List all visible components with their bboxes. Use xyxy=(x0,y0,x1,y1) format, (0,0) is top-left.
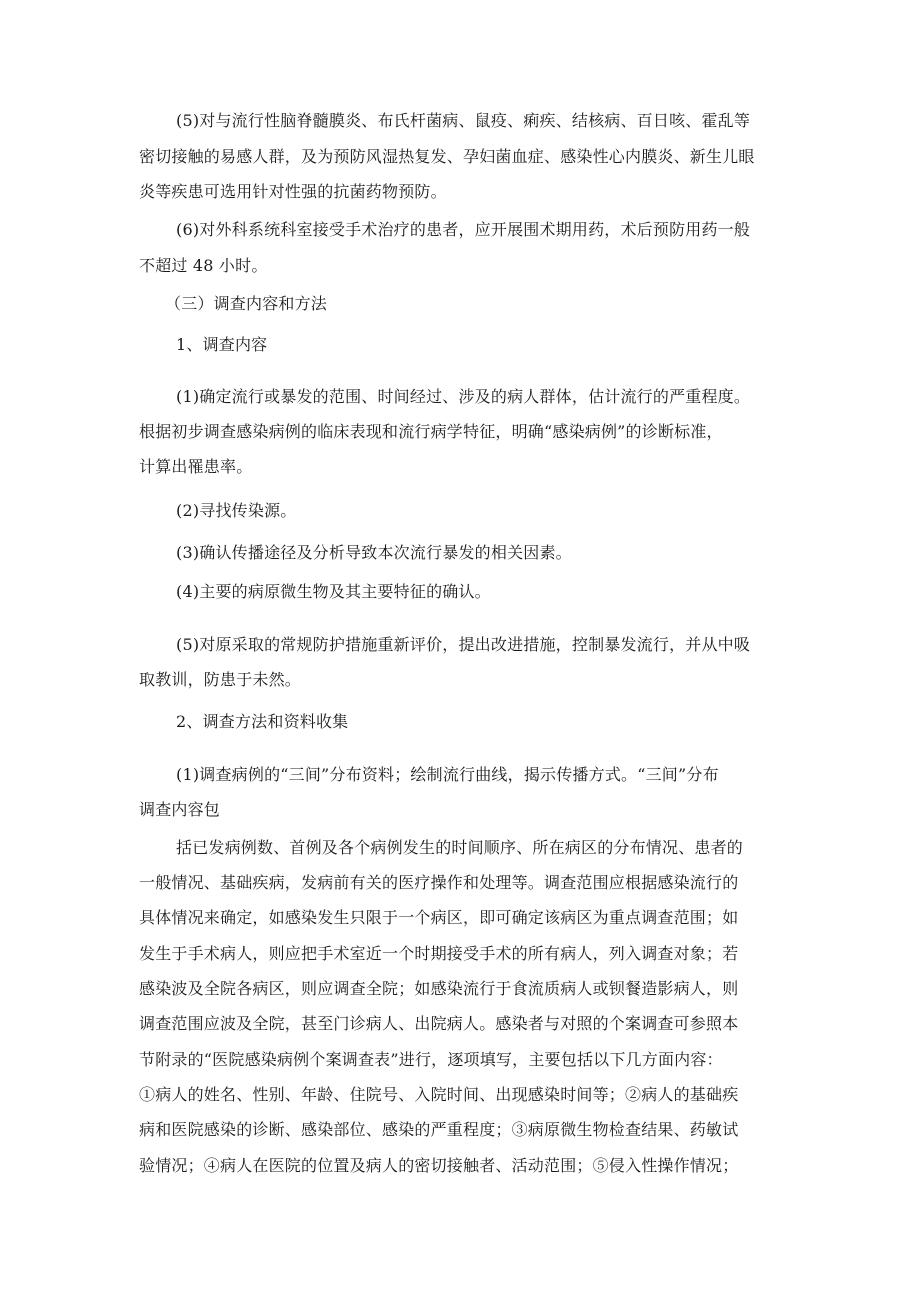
text-line: 验情况；④病人在医院的位置及病人的密切接触者、活动范围；⑤侵入性操作情况； xyxy=(139,1156,739,1175)
subsection-heading: 2、调查方法和资料收集 xyxy=(176,712,349,731)
text-line: 发生于手术病人，则应把手术室近一个时期接受手术的所有病人，列入调查对象；若 xyxy=(139,944,739,963)
text-line: 节附录的“医院感染病例个案调查表”进行，逐项填写，主要包括以下几方面内容： xyxy=(139,1050,723,1069)
subsection-heading: 1、调查内容 xyxy=(176,335,268,354)
text-line: (4)主要的病原微生物及其主要特征的确认。 xyxy=(176,582,491,601)
text-line: (6)对外科系统科室接受手术治疗的患者，应开展围术期用药，术后预防用药一般 xyxy=(176,220,751,239)
text-line: 计算出罹患率。 xyxy=(139,457,253,476)
text-line: (3)确认传播途径及分析导致本次流行暴发的相关因素。 xyxy=(176,543,572,562)
text-line: (2)寻找传染源。 xyxy=(176,501,297,520)
text-line: 密切接触的易感人群，及为预防风湿热复发、孕妇菌血症、感染性心内膜炎、新生儿眼 xyxy=(139,147,755,166)
text-line: 取教训，防患于未然。 xyxy=(139,670,302,689)
text-line: 不超过 48 小时。 xyxy=(139,256,268,275)
text-line: 具体情况来确定，如感染发生只限于一个病区，即可确定该病区为重点调查范围；如 xyxy=(139,908,739,927)
text-line: (5)对与流行性脑脊髓膜炎、布氏杆菌病、鼠疫、痢疾、结核病、百日咳、霍乱等 xyxy=(176,111,751,130)
text-line: 调查内容包 xyxy=(139,800,221,819)
text-line: (1)确定流行或暴发的范围、时间经过、涉及的病人群体，估计流行的严重程度。 xyxy=(176,387,751,406)
text-line: 调查范围应波及全院，甚至门诊病人、出院病人。感染者与对照的个案调查可参照本 xyxy=(139,1014,739,1033)
text-line: 感染波及全院各病区，则应调查全院；如感染流行于食流质病人或钡餐造影病人，则 xyxy=(139,979,739,998)
text-line: 根据初步调查感染病例的临床表现和流行病学特征，明确“感染病例”的诊断标准， xyxy=(139,422,723,441)
text-line: 括已发病例数、首例及各个病例发生的时间顺序、所在病区的分布情况、患者的 xyxy=(176,838,744,857)
text-line: 病和医院感染的诊断、感染部位、感染的严重程度；③病原微生物检查结果、药敏试 xyxy=(139,1120,739,1139)
section-heading: （三）调查内容和方法 xyxy=(165,294,328,313)
text-line: 一般情况、基础疾病，发病前有关的医疗操作和处理等。调查范围应根据感染流行的 xyxy=(139,873,739,892)
text-line: (5)对原采取的常规防护措施重新评价，提出改进措施，控制暴发流行，并从中吸 xyxy=(176,635,751,654)
text-line: 炎等疾患可选用针对性强的抗菌药物预防。 xyxy=(139,182,447,201)
text-line: (1)调查病例的“三间”分布资料；绘制流行曲线，揭示传播方式。“三间”分布 xyxy=(176,765,719,784)
text-line: ①病人的姓名、性别、年龄、住院号、入院时间、出现感染时间等；②病人的基础疾 xyxy=(139,1085,739,1104)
